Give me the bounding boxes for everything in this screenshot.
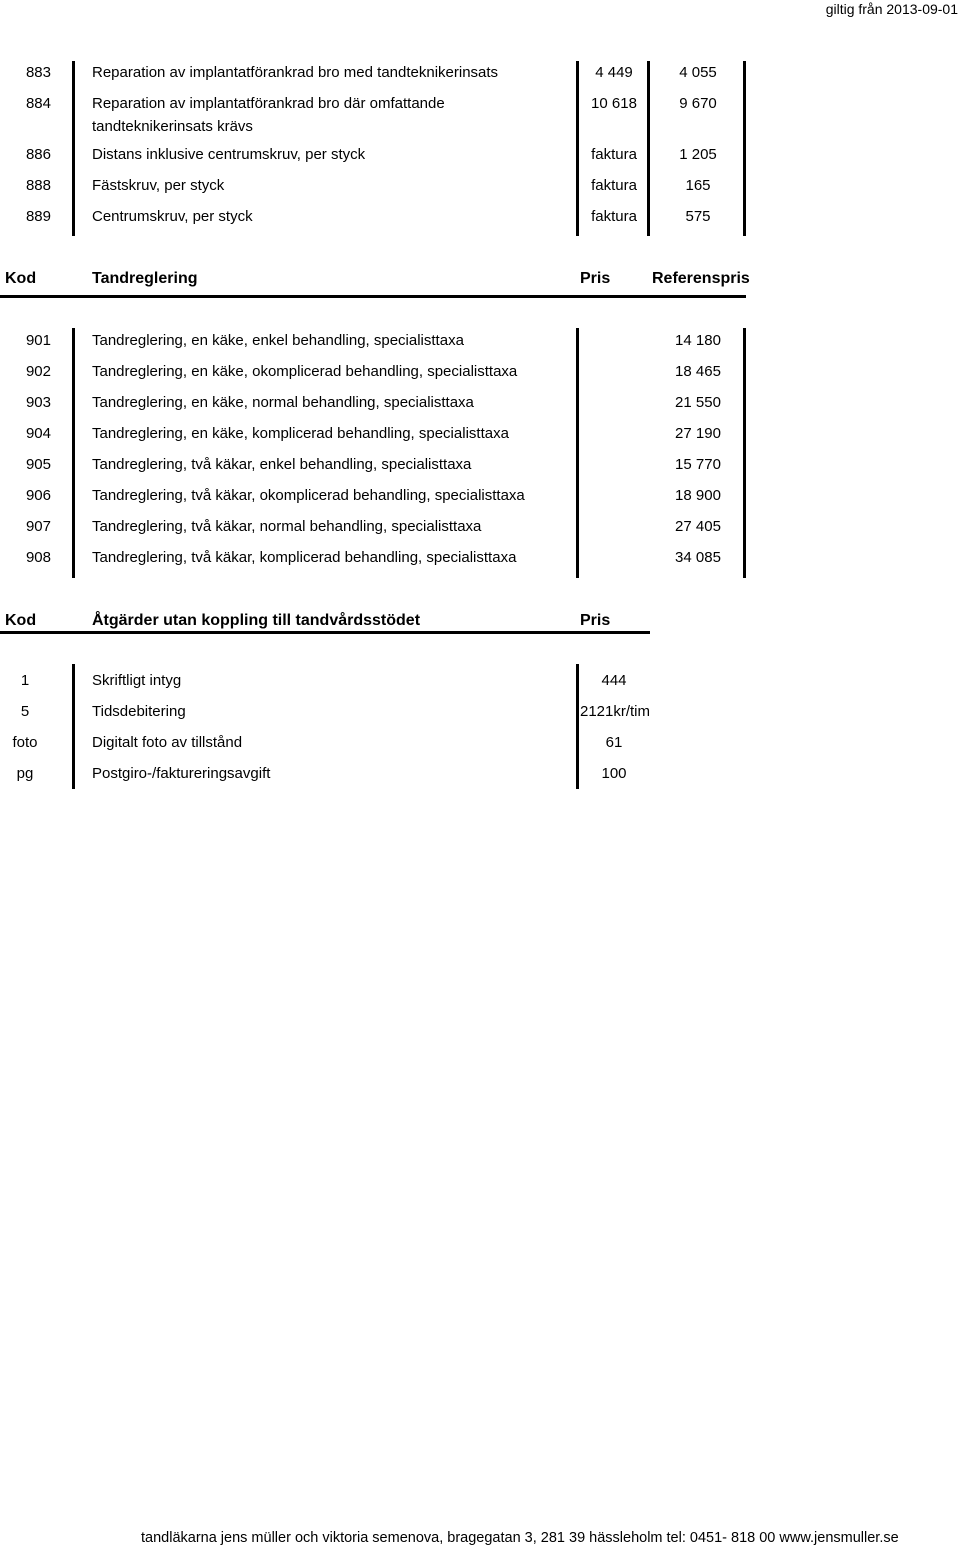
row-reference-price: 34 085 (675, 549, 721, 566)
column-divider (576, 61, 579, 236)
row-price: faktura (591, 146, 637, 163)
row-code: 886 (25, 146, 51, 163)
row-reference-price: 9 670 (679, 95, 717, 112)
row-description: Tidsdebitering (92, 703, 186, 720)
row-code: 884 (25, 95, 51, 112)
row-code: foto (12, 734, 38, 751)
header-underline (0, 631, 650, 634)
row-price: 2121kr/tim (579, 703, 651, 720)
row-price: 4 449 (595, 64, 633, 81)
row-description: Tandreglering, två käkar, okomplicerad behandling, specialisttaxa (92, 487, 525, 504)
column-divider (72, 328, 75, 578)
row-code: 902 (25, 363, 51, 380)
row-code: pg (16, 765, 34, 782)
row-reference-price: 165 (685, 177, 711, 194)
row-reference-price: 4 055 (679, 64, 717, 81)
header-underline (0, 295, 746, 298)
row-description: Fästskruv, per styck (92, 177, 225, 194)
validity-date: giltig från 2013-09-01 (825, 1, 958, 17)
row-description: Postgiro-/faktureringsavgift (92, 765, 271, 782)
row-price: faktura (591, 177, 637, 194)
row-reference-price: 18 465 (675, 363, 721, 380)
row-price: 444 (601, 672, 627, 689)
row-code: 1 (20, 672, 30, 689)
row-description: Tandreglering, en käke, normal behandling, specialisttaxa (92, 394, 474, 411)
row-reference-price: 14 180 (675, 332, 721, 349)
row-description: Tandreglering, en käke, komplicerad behandling, specialisttaxa (92, 425, 509, 442)
row-code: 883 (25, 64, 51, 81)
header-description: Åtgärder utan koppling till tandvårdsstödet (92, 612, 421, 629)
column-divider (72, 664, 75, 789)
row-description: Centrumskruv, per styck (92, 208, 253, 225)
column-divider (72, 61, 75, 236)
header-price: Pris (580, 270, 611, 287)
row-description: Tandreglering, två käkar, komplicerad behandling, specialisttaxa (92, 549, 517, 566)
row-description: Tandreglering, en käke, enkel behandling, specialisttaxa (92, 332, 464, 349)
row-code: 903 (25, 394, 51, 411)
row-description: Tandreglering, två käkar, enkel behandling, specialisttaxa (92, 456, 472, 473)
row-description: Tandreglering, en käke, okomplicerad behandling, specialisttaxa (92, 363, 518, 380)
row-description: Skriftligt intyg (92, 672, 182, 689)
row-reference-price: 21 550 (675, 394, 721, 411)
row-reference-price: 27 405 (675, 518, 721, 535)
column-divider (576, 664, 579, 789)
header-price: Pris (580, 612, 611, 629)
column-divider (576, 328, 579, 578)
row-price: 10 618 (591, 95, 637, 112)
row-code: 889 (25, 208, 51, 225)
row-code: 901 (25, 332, 51, 349)
row-description: Digitalt foto av tillstånd (92, 734, 243, 751)
header-code: Kod (5, 270, 37, 287)
row-code: 5 (20, 703, 30, 720)
header-description: Tandreglering (92, 270, 198, 287)
row-reference-price: 575 (685, 208, 711, 225)
row-reference-price: 27 190 (675, 425, 721, 442)
row-code: 906 (25, 487, 51, 504)
row-price: 100 (601, 765, 627, 782)
row-code: 907 (25, 518, 51, 535)
row-reference-price: 15 770 (675, 456, 721, 473)
row-description: Reparation av implantatförankrad bro där omfattande tandteknikerinsats krävs (92, 95, 445, 135)
row-price: faktura (591, 208, 637, 225)
row-price: 61 (605, 734, 623, 751)
page-footer: tandläkarna jens müller och viktoria semenova, bragegatan 3, 281 39 hässleholm tel: 0451- 818 00 www.jensmuller.se (141, 1530, 899, 1546)
row-description: Reparation av implantatförankrad bro med tandteknikerinsats (92, 64, 499, 81)
row-code: 905 (25, 456, 51, 473)
row-description: Tandreglering, två käkar, normal behandling, specialisttaxa (92, 518, 482, 535)
row-code: 904 (25, 425, 51, 442)
row-description: Distans inklusive centrumskruv, per styck (92, 146, 366, 163)
header-code: Kod (5, 612, 37, 629)
row-code: 888 (25, 177, 51, 194)
row-reference-price: 18 900 (675, 487, 721, 504)
header-reference-price: Referenspris (652, 270, 750, 287)
row-code: 908 (25, 549, 51, 566)
row-reference-price: 1 205 (679, 146, 717, 163)
